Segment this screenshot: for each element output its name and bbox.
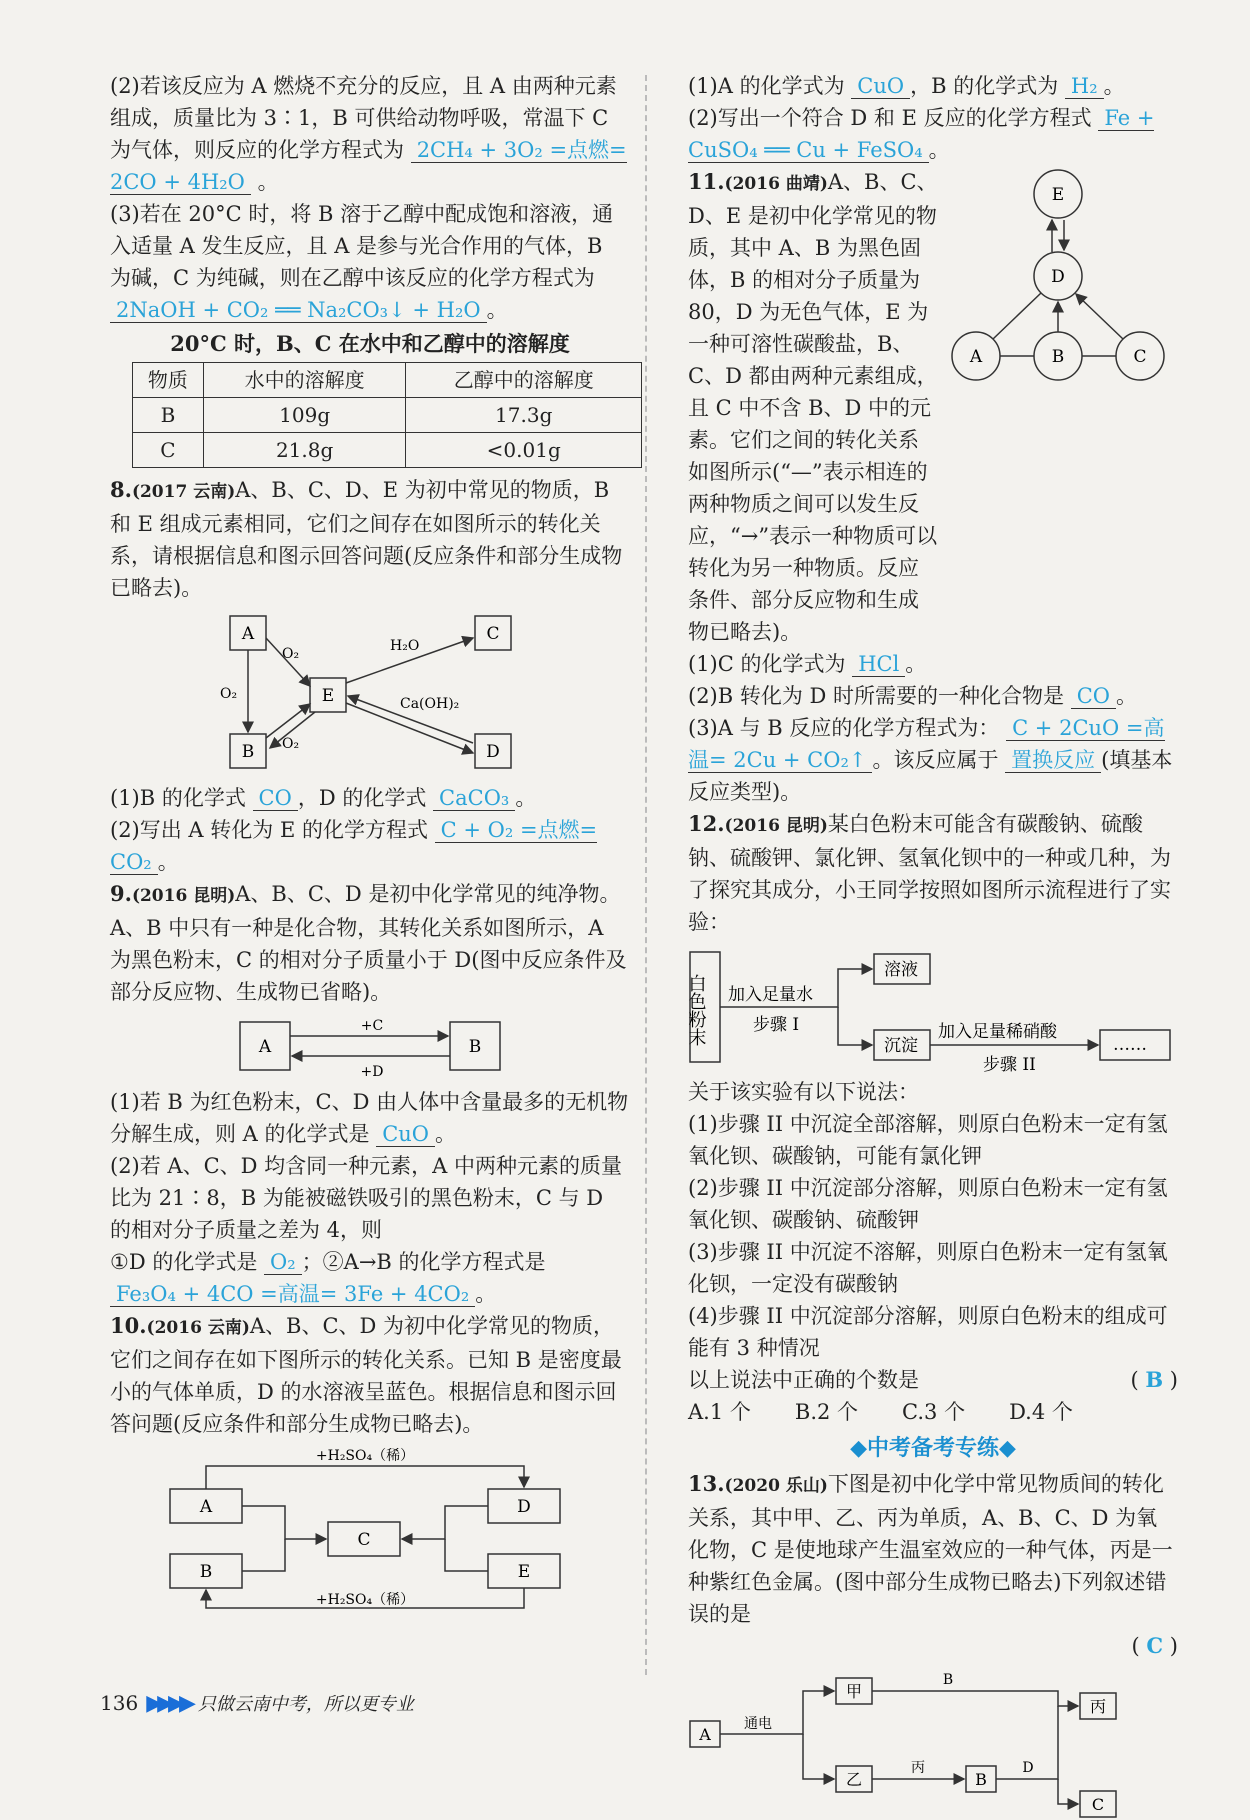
q11-diagram (938, 166, 1178, 406)
svg-text:加入足量水: 加入足量水 (728, 985, 813, 1005)
q12-statement: (3)步骤 II 中沉淀不溶解，则原白色粉末一定有氢氧化钡，一定没有碳酸钠 (688, 1240, 1168, 1296)
q12-question: 以上说法中正确的个数是 ( B ) (688, 1367, 1178, 1392)
q12-flowchart (685, 942, 1178, 1075)
q7-part2: (2)若该反应为 A 燃烧不充分的反应，且 A 由两种元素组成，质量比为 3∶1，B 可供给动物呼吸，常温下 C 为气体，则反应的化学方程式为 2CH₄ + 3O₂ =点燃= 2CO + 4H₂O 。 (110, 74, 627, 194)
q8-text: 8.(2017 云南)A、B、C、D、E 为初中常见的物质，B 和 E 组成元素相同，它们之间存在如图所示的转化关系，请根据信息和图示回答问题(反应条件和部分生成物已略去)。 (110, 477, 623, 600)
q7-part3: (3)若在 20°C 时，将 B 溶于乙醇中配成饱和溶液，通入适量 A 发生反应，且 A 是参与光合作用的气体，B 为碱，C 为纯碱，则在乙醇中该反应的化学方程式为 2NaOH + CO₂ ══ Na₂CO₃↓ + H₂O 。 (110, 202, 614, 322)
svg-text:沉淀: 沉淀 (884, 1036, 918, 1056)
svg-text:A: A (699, 1725, 711, 1744)
q10-diagram (110, 1444, 630, 1614)
svg-text:……: …… (1113, 1035, 1147, 1055)
q12-statement: (4)步骤 II 中沉淀部分溶解，则原白色粉末的组成可能有 3 种情况 (688, 1304, 1168, 1360)
page-footer (100, 1690, 414, 1716)
svg-text:A: A (969, 347, 983, 367)
svg-text:+H₂SO₄（稀）: +H₂SO₄（稀） (315, 1592, 415, 1608)
node-e: E (321, 686, 335, 706)
svg-text:Ca(OH)₂: Ca(OH)₂ (400, 696, 460, 712)
svg-text:通电: 通电 (744, 1716, 772, 1732)
svg-text:C: C (1091, 1795, 1105, 1814)
svg-text:O₂: O₂ (220, 686, 238, 702)
q12-intro: 关于该实验有以下说法： (688, 1080, 919, 1104)
q9-sub3: ①D 的化学式是 O₂ ；②A→B 的化学方程式是 (110, 1250, 546, 1274)
q8-sub2: (2)写出 A 转化为 E 的化学方程式 C + O₂ =点燃= CO₂ 。 (110, 818, 598, 874)
svg-text:D: D (517, 1497, 531, 1517)
q10-sub2: (2)写出一个符合 D 和 E 反应的化学方程式 Fe + CuSO₄ ══ Cu + FeSO₄ 。 (688, 106, 1155, 162)
svg-text:加入足量稀硝酸: 加入足量稀硝酸 (938, 1022, 1057, 1042)
q11-sub1: (1)C 的化学式为 HCl 。 (688, 652, 927, 676)
svg-text:+C: +C (360, 1018, 384, 1034)
slogan: 只做云南中考，所以更专业 (197, 1694, 414, 1715)
solubility-table (132, 362, 642, 468)
q8-sub1: (1)B 的化学式 CO ，D 的化学式 CaCO₃ 。 (110, 786, 537, 810)
page-number: 136 (100, 1691, 139, 1715)
q12-text: 12.(2016 昆明)某白色粉末可能含有碳酸钠、硫酸钠、硫酸钾、氯化钾、氢氧化钡中的一种或几种，为了探究其成分，小王同学按照如图所示流程进行了实验： (688, 811, 1171, 934)
q9-sub1: (1)若 B 为红色粉末，C、D 由人体中含量最多的无机物分解生成，则 A 的化学式是 CuO 。 (110, 1090, 629, 1146)
svg-text:E: E (517, 1562, 531, 1582)
table-header: 物质 (133, 363, 204, 398)
q11-sub2: (2)B 转化为 D 时所需要的一种化合物是 CO 。 (688, 684, 1138, 708)
q13-text: 13.(2020 乐山)下图是初中化学中常见物质间的转化关系，其中甲、乙、丙为单质，A、B、C、D 为氧化物，C 是使地球产生温室效应的一种气体，丙是一种紫红色金属。(图中部分生成物已略去)下列叙述错误的是 (688, 1471, 1173, 1626)
svg-text:E: E (1051, 185, 1065, 205)
left-column (110, 70, 630, 1618)
svg-text:H₂O: H₂O (390, 638, 420, 654)
q12-statement: (1)步骤 II 中沉淀全部溶解，则原白色粉末一定有氢氧化钡、碳酸钠，可能有氯化钾 (688, 1112, 1168, 1168)
q9-sub4: Fe₃O₄ + 4CO =高温= 3Fe + 4CO₂ 。 (110, 1278, 630, 1310)
svg-text:D: D (1022, 1760, 1034, 1776)
svg-text:乙: 乙 (845, 1770, 863, 1789)
answer: B (1145, 1367, 1164, 1392)
table-row: C 21.8g <0.01g (133, 433, 642, 468)
svg-text:白色粉末: 白色粉末 (685, 974, 707, 1046)
svg-text:溶液: 溶液 (884, 960, 918, 980)
q9-sub2: (2)若 A、C、D 均含同一种元素，A 中两种元素的质量比为 21∶8，B 为能被磁铁吸引的黑色粉末，C 与 D 的相对分子质量之差为 4，则 (110, 1154, 623, 1242)
svg-text:A: A (258, 1037, 272, 1057)
svg-text:B: B (975, 1770, 987, 1789)
svg-text:A: A (199, 1497, 213, 1517)
node-b: B (241, 742, 255, 762)
svg-text:C: C (1133, 347, 1147, 367)
answer: C (1146, 1633, 1164, 1658)
svg-text:O₂: O₂ (282, 646, 300, 662)
svg-text:B: B (1051, 347, 1065, 367)
table-caption: 20°C 时，B、C 在水中和乙醇中的溶解度 (170, 331, 570, 356)
table-header: 水中的溶解度 (203, 363, 406, 398)
q8-diagram (110, 608, 630, 778)
q9-diagram (110, 1012, 630, 1082)
svg-text:丙: 丙 (1089, 1697, 1107, 1716)
q13-diagram (688, 1666, 1178, 1816)
q11-text: 11.(2016 曲靖)A、B、C、D、E 是初中化学常见的物质，其中 A、B 为黑色固体，B 的相对分子质量为 80，D 为无色气体，E 为一种可溶性碳酸盐，B、C、D 都由两种元素组成，且 C 中不含 B、D 中的元素。它们之间的转化关系如图所示(“—”表示相连的两种物质之间可以发生反应，“→”表示一种物质可以转化为另一种物质。反应条件、部分反应物和生成物已略去)。 (688, 169, 938, 644)
svg-text:丙: 丙 (911, 1760, 925, 1776)
right-column: (1)A 的化学式为 CuO ，B 的化学式为 H₂ 。 (2)写出一个符合 D 和 E 反应的化学方程式 Fe + CuSO₄ ══ Cu + FeSO₄ 。 11.(2016 曲靖)A、B、C、D、E 是初中化学常见的物质，其中 A、B 为黑色固体，B 的相对分子质量为 80，D 为无色气体，E 为一种可溶性碳酸盐，B、C、D 都由两种元素组成，且 C 中不含 B、D 中的元素。它们之间的转化关系如图所示(“—”表示相连的两种物质之间可以发生反应，“→”表示一种物质可以转化为另一种物质。反应条件、部分反应物和生成物已略去)。 E D A B C (1)C 的化学式为 HCl 。 (2)B 转化为 D 时所需要的一种化合物是 CO 。 (3)A 与 B 反应的化学方程式为： C + 2CuO =高温= 2Cu + CO₂↑ 。该反应属于 置换反应 (填基本反应类型)。 12.(2016 昆明)某白色粉末可能含有碳酸钠、硫酸钠、硫酸钾、氯化钾、氢氧化钡中的一种或几种，为了探究其成分，小王同学按照如图所示流程进行了实验： 白色粉末 加入足量水 步骤 I 溶液 沉淀 加入足量稀硝酸 步骤 II …… 关于该实验有以下说法： (1)步骤 II 中沉淀全部溶解，则原白色粉末一定有氢氧化钡、碳酸钠，可能有氯化钾 (2)步骤 II 中沉淀部分溶解，则原白色粉末一定有氢氧化钡、碳酸钠、硫酸钾 (3)步骤 II 中沉淀不溶解，则原白色粉末一定有氢氧化钡，一定没有碳酸钠 (4)步骤 II 中沉淀部分溶解，则原白色粉末的组成可能有 3 种情况 以上说法中正确的个数是 ( B ) A.1 个 B.2 个 C.3 个 D.4 个 ◆中考备考专练◆ 13.(2020 乐山)下图是初中化学中常见物质间的转化关系，其中甲、乙、丙为单质，A、B、C、D 为氧化物，C 是使地球产生温室效应的一种气体，丙是一种紫红色金属。(图中部分生成物已略去)下列叙述错误的是 ( C ) A 甲 乙 B 丙 C 通电 B 丙 D (688, 70, 1178, 1820)
arrows-icon: ▶▶▶▶ (146, 1690, 190, 1716)
q12-statement: (2)步骤 II 中沉淀部分溶解，则原白色粉末一定有氢氧化钡、碳酸钠、硫酸钾 (688, 1176, 1168, 1232)
q10-sub1: (1)A 的化学式为 CuO ，B 的化学式为 H₂ 。 (688, 74, 1125, 98)
table-header: 乙醇中的溶解度 (406, 363, 642, 398)
svg-text:O₂: O₂ (282, 736, 300, 752)
svg-text:B: B (199, 1562, 213, 1582)
node-c: C (486, 624, 500, 644)
node-d: D (486, 742, 500, 762)
svg-text:+D: +D (360, 1064, 384, 1080)
svg-text:D: D (1051, 267, 1065, 287)
answer: 2NaOH + CO₂ ══ Na₂CO₃↓ + H₂O (110, 298, 487, 323)
svg-text:B: B (942, 1672, 954, 1688)
svg-text:步骤 I: 步骤 I (753, 1015, 800, 1035)
svg-text:C: C (357, 1530, 371, 1550)
q11-sub3: (3)A 与 B 反应的化学方程式为： C + 2CuO =高温= 2Cu + CO₂↑ 。该反应属于 置换反应 (填基本反应类型)。 (688, 716, 1173, 804)
q11-block (688, 166, 1178, 648)
q9-text: 9.(2016 昆明)A、B、C、D 是初中化学常见的纯净物。A、B 中只有一种是化合物，其转化关系如图所示，A 为黑色粉末，C 的相对分子质量小于 D(图中反应条件及部分反应物、生成物已省略)。 (110, 881, 627, 1004)
table-row: B 109g 17.3g (133, 398, 642, 433)
svg-text:B: B (468, 1037, 482, 1057)
answer: 2CH₄ + 3O₂ =点燃= 2CO + 4H₂O (110, 138, 627, 194)
node-a: A (241, 624, 255, 644)
svg-text:步骤 II: 步骤 II (983, 1055, 1036, 1075)
svg-text:+H₂SO₄（稀）: +H₂SO₄（稀） (315, 1448, 415, 1464)
column-divider (645, 75, 647, 1675)
q12-options: A.1 个 B.2 个 C.3 个 D.4 个 (688, 1400, 1073, 1424)
q10-text: 10.(2016 云南)A、B、C、D 为初中化学常见的物质，它们之间存在如下图所示的转化关系。已知 B 是密度最小的气体单质，D 的水溶液呈蓝色。根据信息和图示回答问题(反应条件和部分生成物已略去)。 (110, 1313, 622, 1436)
svg-text:甲: 甲 (845, 1682, 863, 1701)
section-title: ◆中考备考专练◆ (850, 1435, 1016, 1461)
